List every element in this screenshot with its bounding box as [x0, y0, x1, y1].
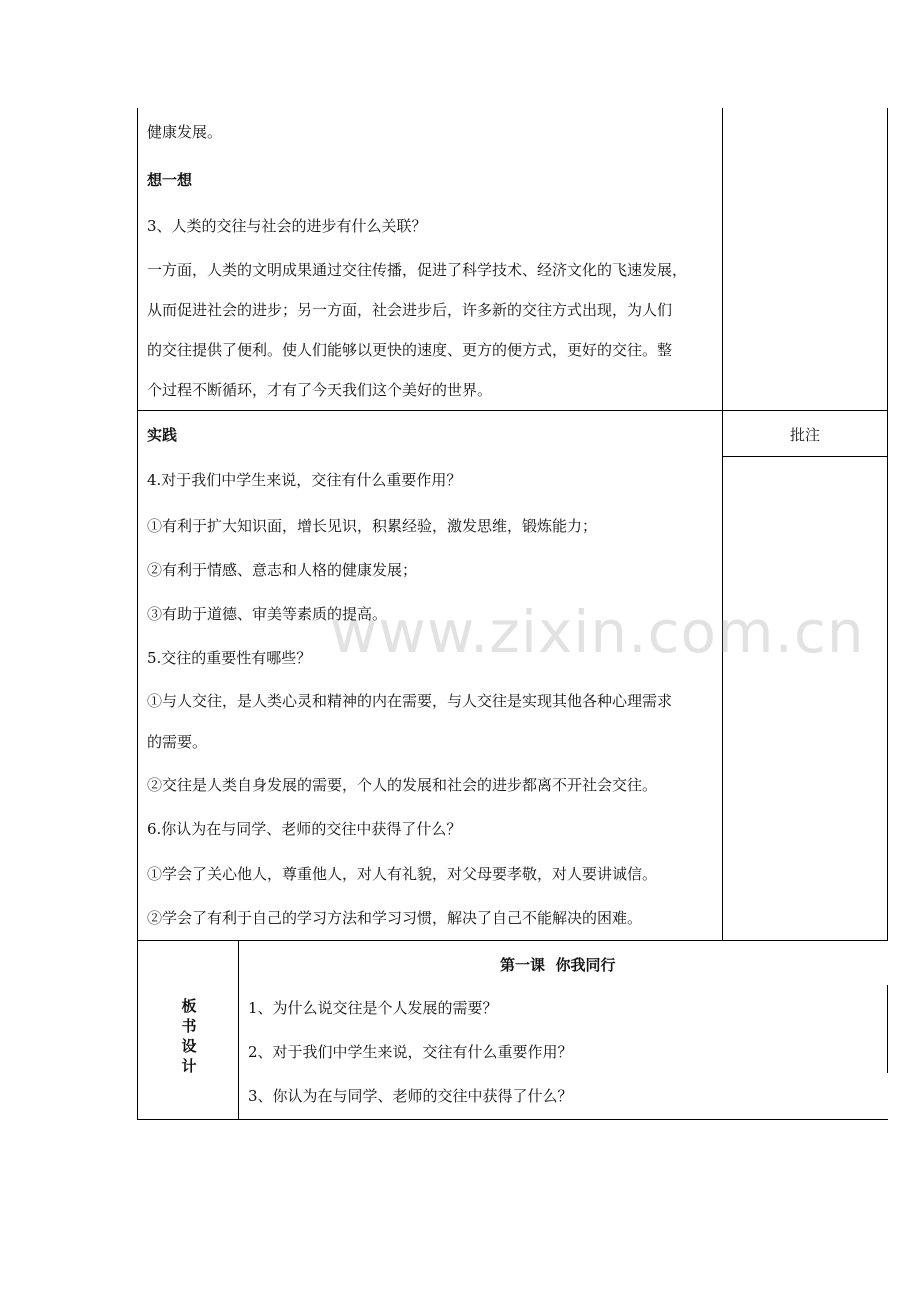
answer-5-item: 的需要。 [147, 733, 208, 751]
answer-3-line: 个过程不断循环，才有了今天我们这个美好的世界。 [147, 381, 493, 399]
text-health-development: 健康发展。 [147, 123, 223, 141]
answer-4-item: ②有利于情感、意志和人格的健康发展； [147, 561, 418, 579]
table-bottom-border [137, 1119, 888, 1120]
question-6: 6.你认为在与同学、老师的交往中获得了什么？ [147, 820, 462, 838]
watermark: www.zixin.com.cn [330, 598, 865, 666]
board-right-border [887, 985, 888, 1073]
answer-3-line: 从而促进社会的进步；另一方面，社会进步后，许多新的交往方式出现，为人们 [147, 301, 673, 319]
notes-header: 批注 [790, 426, 821, 444]
board-title: 第一课 你我同行 [500, 956, 616, 974]
question-5: 5.交往的重要性有哪些？ [147, 649, 312, 667]
board-label-char: 板 [181, 997, 197, 1015]
board-item: 3、你认为在与同学、老师的交往中获得了什么？ [248, 1087, 573, 1105]
answer-5-item: ①与人交往，是人类心灵和精神的内在需要，与人交往是实现其他各种心理需求 [147, 692, 673, 710]
question-4: 4.对于我们中学生来说，交往有什么重要作用？ [147, 471, 462, 489]
think-heading: 想一想 [147, 171, 193, 189]
section-divider-practice [137, 410, 888, 411]
board-label-divider [238, 940, 239, 1120]
table-left-border [137, 108, 138, 1120]
answer-3-line: 一方面，人类的文明成果通过交往传播，促进了科学技术、经济文化的飞速发展， [147, 261, 688, 279]
practice-heading: 实践 [147, 426, 178, 444]
board-design-label [178, 996, 200, 1076]
main-right-divider [722, 108, 723, 940]
board-item: 2、对于我们中学生来说，交往有什么重要作用？ [248, 1043, 573, 1061]
board-label-char: 书 [181, 1017, 197, 1035]
table-right-border [887, 108, 888, 940]
answer-4-item: ①有利于扩大知识面，增长见识，积累经验，激发思维，锻炼能力； [147, 517, 598, 535]
answer-6-item: ①学会了关心他人，尊重他人，对人有礼貌，对父母要孝敬，对人要讲诚信。 [147, 865, 658, 883]
notes-header-divider [722, 456, 888, 457]
answer-4-item: ③有助于道德、审美等素质的提高。 [147, 605, 388, 623]
answer-5-item: ②交往是人类自身发展的需要，个人的发展和社会的进步都离不开社会交往。 [147, 776, 658, 794]
question-3: 3、人类的交往与社会的进步有什么关联？ [147, 217, 427, 235]
section-divider-board [137, 940, 888, 941]
board-item: 1、为什么说交往是个人发展的需要？ [248, 999, 498, 1017]
answer-6-item: ②学会了有利于自己的学习方法和学习习惯，解决了自己不能解决的困难。 [147, 909, 643, 927]
board-label-char: 计 [181, 1057, 197, 1075]
answer-3-line: 的交往提供了便利。使人们能够以更快的速度、更方的便方式，更好的交往。整 [147, 341, 673, 359]
board-label-char: 设 [181, 1037, 197, 1055]
